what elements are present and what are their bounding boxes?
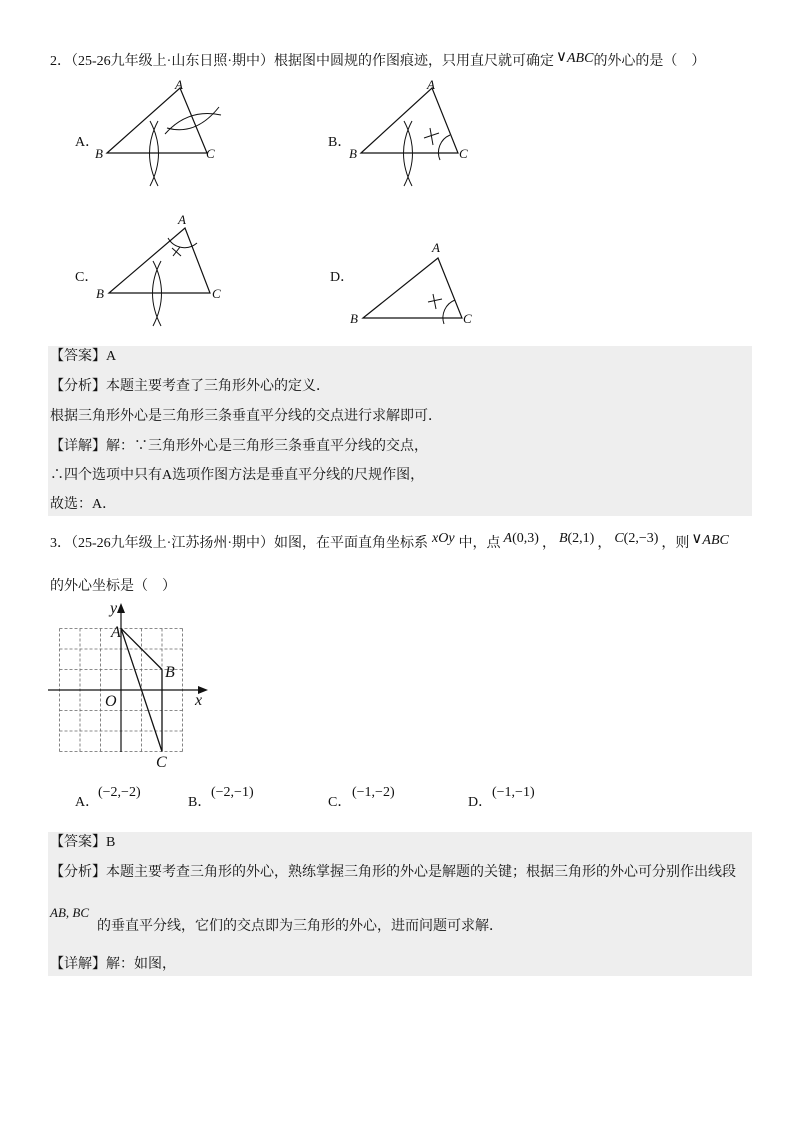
question-number: 2． [50, 54, 71, 69]
analysis-text: 本题主要考查三角形的外心，熟练掌握三角形的外心是解题的关键；根据三角形的外心可分别作出线段 [106, 865, 736, 880]
point-b-coordinate [559, 531, 594, 546]
answer-value: A [106, 349, 117, 364]
option-c-label: C． [328, 795, 352, 810]
option-b-label: B． [188, 795, 212, 810]
point-c-coordinate [614, 531, 658, 546]
option-a-value: (−2,−2) [98, 785, 141, 800]
triangle-abc [363, 258, 462, 318]
separator: ， [597, 536, 612, 551]
detail-tag: 【详解】 [50, 439, 106, 454]
point-name: A [503, 531, 513, 546]
option-b-figure [343, 74, 483, 192]
vertex-label-c: C [212, 286, 221, 301]
y-axis-label: y [110, 600, 118, 617]
detail-line [50, 955, 176, 975]
vertex-label-c: C [206, 146, 215, 161]
triangle-abc [107, 88, 207, 153]
option-d-label: D． [330, 270, 355, 285]
analysis-tag: 【分析】 [50, 865, 106, 880]
answer-tag: 【答案】 [50, 835, 106, 850]
vertex-label-a: A [175, 77, 183, 92]
detail-text-line3: 故选：A． [50, 497, 117, 512]
x-axis-label: x [195, 692, 203, 709]
question-text-end: 的外心的是（ ） [593, 54, 706, 69]
point-label-b: B [165, 664, 175, 681]
answer-line [50, 833, 115, 853]
cross-mark [430, 128, 433, 145]
vertex-label-a: A [178, 212, 186, 227]
answer-tag: 【答案】 [50, 349, 106, 364]
triangle-abc [361, 88, 458, 153]
detail-tag: 【详解】 [50, 957, 106, 972]
question-number: 3． [50, 536, 71, 551]
point-coord: (0,3) [512, 531, 539, 546]
question-text: 如图，在平面直角坐标系 [274, 536, 428, 551]
option-a-label: A． [75, 135, 100, 150]
point-label-a: A [111, 624, 121, 641]
option-d-label: D． [468, 795, 493, 810]
option-a-figure [88, 74, 228, 192]
analysis-line [50, 863, 736, 883]
question-text: 根据图中圆规的作图痕迹，只用直尺就可确定 [274, 54, 554, 69]
analysis-text-line2: 的垂直平分线，它们的交点即为三角形的外心，进而问题可求解． [97, 919, 503, 934]
option-c-figure [88, 212, 228, 332]
coordinate-system-name: xOy [432, 531, 455, 546]
option-d-figure [343, 240, 483, 330]
segment-names: AB, BC [50, 905, 89, 920]
option-a-label: A． [75, 795, 100, 810]
analysis-text: 本题主要考查了三角形外心的定义． [106, 379, 330, 394]
option-d-value: (−1,−1) [492, 785, 535, 800]
detail-text: 解：如图， [106, 957, 176, 972]
answer-box [48, 346, 752, 516]
point-name: C [614, 531, 624, 546]
compass-arc [443, 300, 455, 324]
coordinate-figure [40, 598, 215, 775]
vertex-label-a: A [432, 240, 440, 255]
point-label-c: C [156, 754, 167, 771]
triangle-name: ABC [702, 533, 729, 548]
detail-line [50, 437, 428, 457]
question-text-then: ，则 [661, 536, 690, 551]
vertex-label-c: C [463, 311, 472, 326]
vertex-label-b: B [95, 146, 103, 161]
question-source: （25-26九年级上·江苏扬州·期中） [71, 536, 274, 551]
analysis-line [50, 377, 330, 397]
answer-value: B [106, 835, 116, 850]
option-b-label: B． [328, 135, 352, 150]
detail-text-line2: ∴四个选项中只有A选项作图方法是垂直平分线的尺规作图， [50, 468, 425, 483]
question-2-stem [50, 47, 706, 70]
detail-text: 解：∵三角形外心是三角形三条垂直平分线的交点， [106, 439, 428, 454]
option-c-label: C． [75, 270, 99, 285]
answer-line [50, 347, 116, 367]
question-source: （25-26九年级上·山东日照·期中） [71, 54, 274, 69]
point-coord: (2,1) [567, 531, 595, 546]
cross-mark [433, 294, 436, 309]
triangle-symbol: ∨ [691, 529, 703, 547]
analysis-tag: 【分析】 [50, 379, 106, 394]
compass-arc [165, 114, 221, 134]
triangle-abc [109, 228, 210, 293]
vertex-label-a: A [427, 77, 435, 92]
vertex-label-b: B [350, 311, 358, 326]
question-3-stem [50, 529, 729, 552]
vertex-label-b: B [349, 146, 357, 161]
option-b-value: (−2,−1) [211, 785, 254, 800]
option-c-value: (−1,−2) [352, 785, 395, 800]
triangle-name: ABC [566, 51, 594, 66]
origin-label: O [105, 693, 117, 710]
separator: ， [541, 536, 556, 551]
point-a-coordinate [504, 531, 539, 546]
vertex-label-c: C [459, 146, 468, 161]
analysis-text-line2: 根据三角形外心是三角形三条垂直平分线的交点进行求解即可． [50, 409, 442, 424]
point-name: B [558, 531, 568, 546]
point-coord: (2,−3) [623, 531, 659, 546]
vertex-label-b: B [96, 286, 104, 301]
question-text-mid: 中，点 [458, 536, 501, 551]
triangle-symbol: ∨ [556, 47, 567, 65]
y-axis-arrow [117, 603, 125, 613]
question-3-stem-line2: 的外心坐标是（ ） [50, 579, 176, 594]
compass-arc [438, 135, 450, 160]
